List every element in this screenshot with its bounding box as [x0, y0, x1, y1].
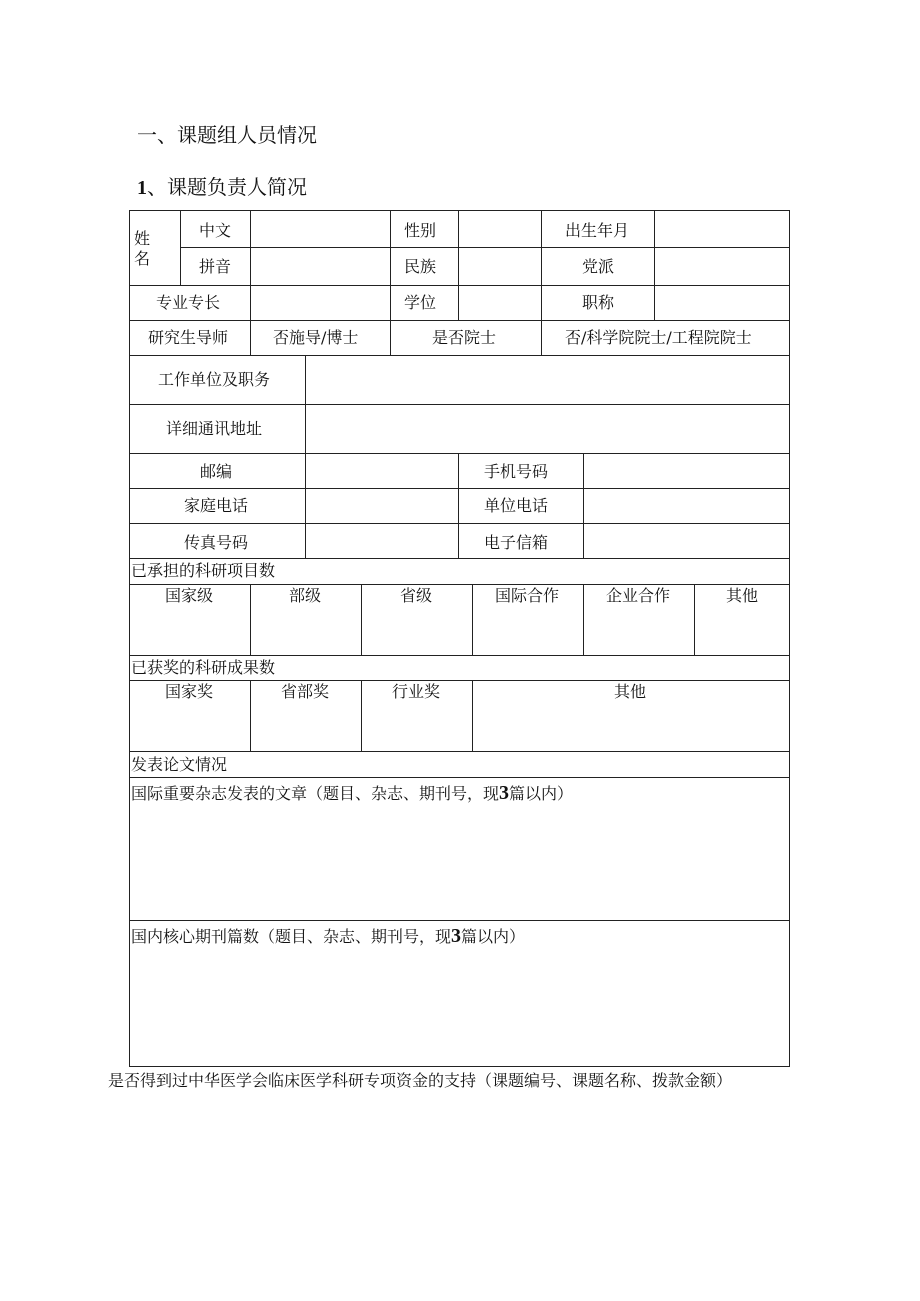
supervisor-label: 研究生导师 — [148, 328, 229, 347]
domestic-papers-unit: 篇以内） — [461, 927, 526, 946]
papers-header: 发表论文情况 — [131, 755, 228, 774]
chinese-label: 中文 — [199, 221, 232, 240]
academician-options: 否/科学院院士/工程院院士 — [565, 328, 752, 347]
gender-label: 性别 — [404, 221, 437, 240]
fax-label: 传真号码 — [184, 533, 249, 552]
supervisor-options: 否施导/博士 — [273, 328, 359, 347]
name-label: 姓名 — [134, 229, 151, 268]
projects-col: 国际合作 — [495, 586, 560, 605]
party-label: 党派 — [582, 257, 615, 276]
degree-label: 学位 — [404, 293, 437, 312]
projects-col: 省级 — [400, 586, 433, 605]
section-title: 一、课题组人员情况 — [137, 123, 317, 147]
work-phone-label: 单位电话 — [484, 496, 549, 515]
domestic-papers-count: 3 — [451, 925, 462, 947]
projects-col: 其他 — [726, 586, 759, 605]
intl-papers-unit: 篇以内） — [509, 784, 574, 803]
awards-col: 行业奖 — [392, 682, 441, 701]
projects-col: 部级 — [289, 586, 322, 605]
specialty-label: 专业专长 — [156, 293, 221, 312]
pinyin-label: 拼音 — [199, 257, 232, 276]
mobile-label: 手机号码 — [484, 462, 549, 481]
intl-papers-text: 国际重要杂志发表的文章（题目、杂志、期刊号，现 — [131, 784, 500, 803]
employer-label: 工作单位及职务 — [158, 370, 271, 389]
awards-col: 国家奖 — [165, 682, 214, 701]
title-label: 职称 — [582, 293, 615, 312]
birth-label: 出生年月 — [565, 221, 630, 240]
intl-papers-label — [131, 783, 573, 803]
home-phone-label: 家庭电话 — [184, 496, 249, 515]
postcode-label: 邮编 — [200, 462, 233, 481]
intl-papers-count: 3 — [499, 782, 510, 804]
awards-col: 省部奖 — [281, 682, 330, 701]
sub-title — [137, 177, 307, 198]
awards-col: 其他 — [614, 682, 647, 701]
domestic-papers-text: 国内核心期刊篇数（题目、杂志、期刊号，现 — [131, 927, 452, 946]
funding-support-note: 是否得到过中华医学会临床医学科研专项资金的支持（课题编号、课题名称、拨款金额） — [108, 1071, 733, 1090]
awards-header: 已获奖的科研成果数 — [131, 658, 276, 677]
projects-col: 企业合作 — [606, 586, 671, 605]
sub-title-text: 、课题负责人简况 — [147, 175, 307, 199]
projects-header: 已承担的科研项目数 — [131, 561, 276, 580]
projects-col: 国家级 — [165, 586, 214, 605]
sub-title-number: 1 — [137, 177, 147, 199]
domestic-papers-label — [131, 926, 525, 946]
academician-label: 是否院士 — [432, 328, 497, 347]
email-label: 电子信箱 — [484, 533, 549, 552]
ethnicity-label: 民族 — [404, 257, 437, 276]
address-label: 详细通讯地址 — [166, 419, 263, 438]
